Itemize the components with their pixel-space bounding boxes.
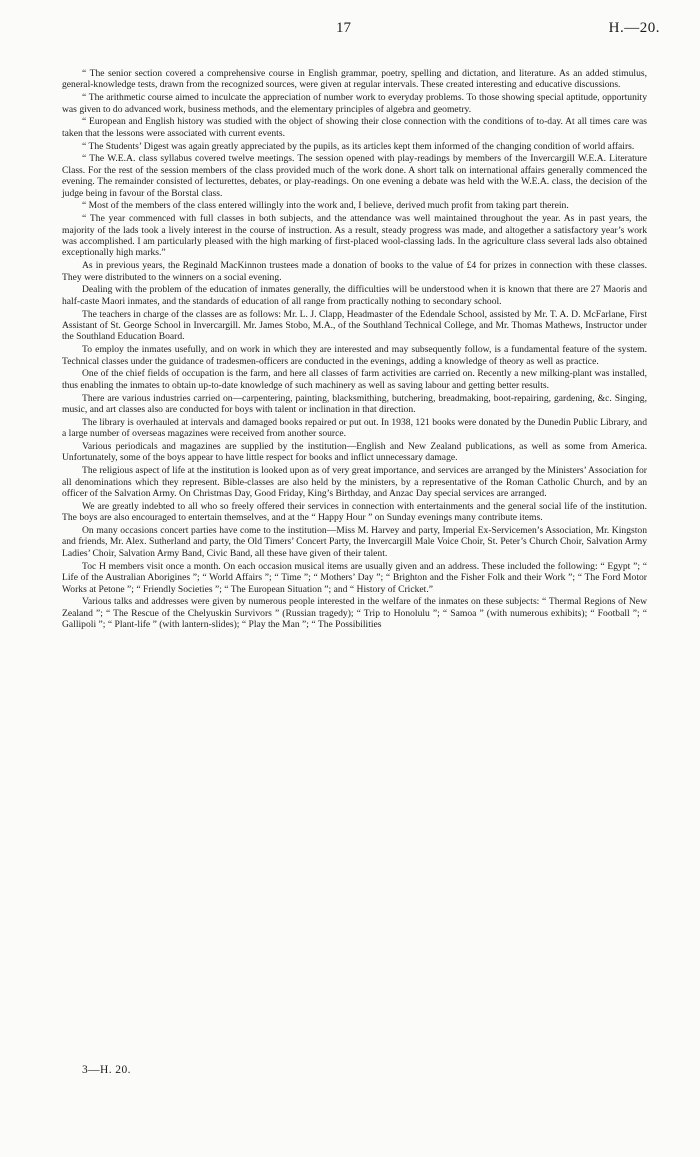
paragraph: We are greatly indebted to all who so freely offered their services in connection with entertainments and the general social life of the institution. The boys are also encouraged to entertain themselves, and at the “ Happy Hour ” on Sunday evenings many contribute items. bbox=[62, 500, 647, 524]
signature-mark: 3—H. 20. bbox=[82, 1064, 131, 1076]
paragraph: “ The arithmetic course aimed to inculcate the appreciation of number work to everyday problems. To those showing special aptitude, opportunity was given to do advanced work, business methods, and the elementary principles of algebra and geometry. bbox=[62, 92, 647, 115]
paragraph: Various periodicals and magazines are supplied by the institution—English and New Zealand publications, as well as some from America. Unfortunately, some of the boys appear to have little respect for books and inflict unnecessary damage. bbox=[62, 441, 647, 464]
paragraph: Dealing with the problem of the education of inmates generally, the difficulties will be understood when it is known that there are 27 Maoris and half-caste Maori inmates, and the standards of education of all range from practically nothing to secondary school. bbox=[62, 284, 647, 307]
paragraph: “ Most of the members of the class entered willingly into the work and, I believe, derived much profit from taking part therein. bbox=[82, 200, 569, 212]
paragraph: To employ the inmates usefully, and on work in which they are interested and may subsequently follow, is a fundamental feature of the system. Technical classes under the guidance of tradesmen-officers are conducted in the evenings, adding a knowledge of theory as well as practice. bbox=[62, 344, 647, 367]
body-text bbox=[62, 68, 647, 632]
paragraph: On many occasions concert parties have come to the institution—Miss M. Harvey and party, Imperial Ex-Servicemen’s Association, Mr. Kingston and friends, Mr. Alex. Sutherland and party, the Old Timers’ Concert Party, the Invercargill Male Voice Choir, St. Peter’s Church Choir, Salvation Army Ladies’ Choir, Salvation Army Band, Civic Band, all these have given of their talent. bbox=[62, 525, 647, 559]
paragraph: “ European and English history was studied with the object of showing their close connection with the conditions of to-day. At all times care was taken that the lessons were associated with current events. bbox=[62, 116, 647, 139]
paragraph: “ The W.E.A. class syllabus covered twelve meetings. The session opened with play-readings by members of the Invercargill W.E.A. Literature Class. For the rest of the session members of the class provided much of the work done. A short talk on international affairs generally commenced the evening. The remainder consisted of lecturettes, debates, or play-readings. On one evening a debate was held with the W.E.A. class, the decision of the judge being in favour of the Borstal class. bbox=[62, 153, 647, 199]
page-header bbox=[0, 20, 700, 44]
paragraph: The teachers in charge of the classes are as follows: Mr. L. J. Clapp, Headmaster of the Edendale School, assisted by Mr. T. A. D. McFarlane, First Assistant of St. George School in Invercargill. Mr. James Stobo, M.A., of the Southland Technical College, and Mr. Thomas Mathews, Instructor under the Southland Education Board. bbox=[62, 308, 647, 343]
paragraph: The library is overhauled at intervals and damaged books repaired or put out. In 1938, 121 books were donated by the Dunedin Public Library, and a large number of overseas magazines were received from another source. bbox=[62, 416, 647, 440]
paragraph: “ The senior section covered a comprehensive course in English grammar, poetry, spelling and dictation, and literature. As an added stimulus, general-knowledge tests, drawn from the recognized sources, were given at regular intervals. These created interesting and educative discussions. bbox=[62, 68, 647, 91]
paragraph: As in previous years, the Reginald MacKinnon trustees made a donation of books to the value of £4 for prizes in connection with these classes. They were distributed to the winners on a social evening. bbox=[62, 260, 647, 283]
document-code: H.—20. bbox=[608, 20, 660, 36]
paragraph: The religious aspect of life at the institution is looked upon as of very great importance, and services are arranged by the Ministers’ Association for all denominations which they represent. Bible-classes are also held by the ministers, by a representative of the Roman Catholic Church, and by an officer of the Salvation Army. On Christmas Day, Good Friday, King’s Birthday, and Anzac Day special services are arranged. bbox=[62, 465, 647, 500]
paragraph: “ The Students’ Digest was again greatly appreciated by the pupils, as its articles kept them informed of the changing condition of world affairs. bbox=[82, 140, 635, 152]
paragraph: One of the chief fields of occupation is the farm, and here all classes of farm activities are carried on. Recently a new milking-plant was installed, thus enabling the inmates to obtain up-to-date knowledge of such machinery as well as saving labour and getting better results. bbox=[62, 368, 647, 391]
paragraph: Toc H members visit once a month. On each occasion musical items are usually given and an address. These included the following: “ Egypt ”; “ Life of the Australian Aborigines ”; “ World Affairs ”; “ Time ”; “ Mothers’ Day ”; “ Brighton and the Fisher Folk and their Work ”; “ The Ford Motor Works at Petone ”; “ Friendly Societies ”; “ The European Situation ”; and “ History of Cricket.” bbox=[62, 560, 647, 595]
page-number: 17 bbox=[336, 20, 351, 36]
paragraph: Various talks and addresses were given by numerous people interested in the welfare of the inmates on these subjects: “ Thermal Regions of New Zealand ”; “ The Rescue of the Chelyuskin Survivors ” (Russian tragedy); “ Trip to Honolulu ”; “ Samoa ” (with numerous exhibits); “ Football ”; “ Gallipoli ”; “ Plant-life ” (with lantern-slides); “ Play the Man ”; “ The Possibilities bbox=[62, 596, 647, 631]
paragraph: “ The year commenced with full classes in both subjects, and the attendance was well maintained throughout the year. As in past years, the majority of the lads took a lively interest in the course of instruction. As a result, steady progress was made, and altogether a satisfactory year’s work was accomplished. I am particularly pleased with the high marking of first-placed wool-classing lads. In the agriculture class several lads also obtained exceptionally high marks.” bbox=[62, 213, 647, 259]
paragraph: There are various industries carried on—carpentering, painting, blacksmithing, butchering, breadmaking, boot-repairing, gardening, &c. Singing, music, and art classes also are conducted for boys with talent or inclination in that direction. bbox=[62, 392, 647, 416]
